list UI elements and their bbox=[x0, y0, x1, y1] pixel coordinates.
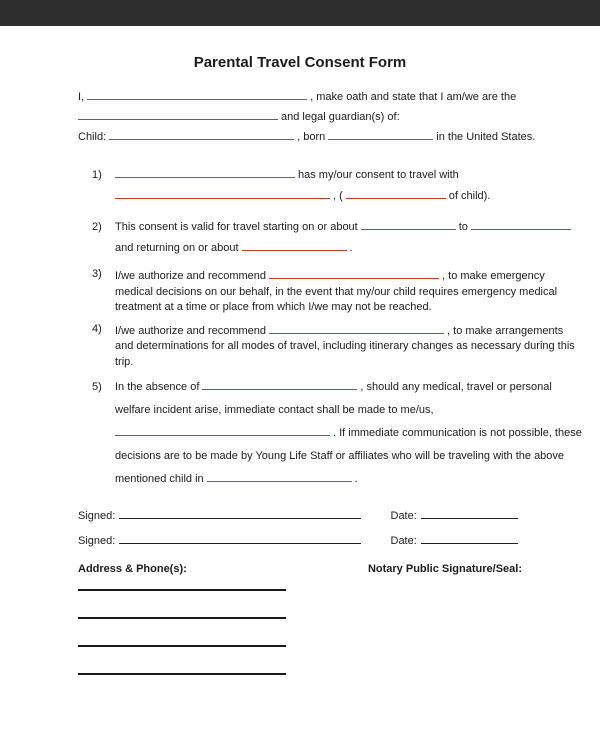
blank-medical-decision-maker bbox=[269, 267, 439, 279]
text-segment: Child: bbox=[78, 131, 107, 143]
blank-child-name bbox=[109, 128, 294, 140]
text-segment: mentioned child in bbox=[115, 473, 204, 485]
footer-headings bbox=[78, 563, 522, 575]
blank-travel-decision-maker bbox=[269, 322, 444, 334]
text-segment: , to make arrangements bbox=[447, 324, 564, 337]
blank-travel-companion bbox=[115, 187, 330, 199]
text-segment: and returning on or about bbox=[115, 242, 239, 254]
date-label: Date: bbox=[390, 510, 417, 522]
blank-return-date bbox=[242, 239, 347, 251]
text-segment: , to make emergency bbox=[442, 270, 545, 282]
item-2-line-2 bbox=[115, 238, 574, 259]
item-text bbox=[115, 165, 522, 207]
address-line-2 bbox=[78, 617, 286, 619]
intro-paragraph bbox=[78, 87, 536, 147]
item-4 bbox=[78, 322, 575, 371]
text-segment: In the absence of bbox=[115, 381, 200, 393]
signature-section bbox=[78, 507, 522, 547]
item-1-line-2 bbox=[115, 186, 522, 207]
signed-label: Signed: bbox=[78, 510, 116, 522]
item-text bbox=[115, 322, 575, 371]
item-4-line-2: and determinations for all modes of travel, including itinerary changes as necessary during this bbox=[115, 340, 575, 352]
signature-line-1 bbox=[119, 507, 360, 519]
text-segment: , born bbox=[297, 131, 326, 143]
text-segment: . If immediate communication is not possible, these bbox=[333, 427, 582, 439]
item-5-line-3 bbox=[115, 422, 582, 445]
top-bar bbox=[0, 0, 600, 26]
item-4-line-1 bbox=[115, 322, 575, 340]
item-5-line-1 bbox=[115, 376, 582, 399]
item-5 bbox=[78, 376, 582, 491]
intro-line-2 bbox=[78, 107, 522, 127]
item-5-line-4: decisions are to be made by Young Life Staff or affiliates who will be traveling with the above bbox=[115, 450, 565, 462]
text-segment: This consent is valid for travel starting on or about bbox=[115, 221, 358, 233]
blank-child-traveler bbox=[115, 166, 295, 178]
blank-end-date bbox=[471, 218, 571, 230]
signature-line-2 bbox=[119, 532, 360, 544]
item-2-line-1 bbox=[115, 217, 574, 238]
text-segment: I, bbox=[78, 91, 85, 103]
text-segment: has my/our consent to travel with bbox=[298, 169, 459, 181]
blank-affiant-name bbox=[87, 88, 307, 100]
text-segment: and legal guardian(s) of: bbox=[281, 111, 400, 123]
text-segment: , make oath and state that I am/we are the bbox=[310, 91, 517, 103]
text-segment: to bbox=[458, 221, 468, 233]
text-segment: , ( bbox=[333, 190, 343, 202]
blank-contact-info bbox=[115, 424, 330, 436]
item-text bbox=[115, 267, 557, 316]
text-segment: in the United States. bbox=[436, 131, 536, 143]
item-3-line-1 bbox=[115, 267, 557, 285]
item-1 bbox=[78, 165, 522, 207]
item-number: 5) bbox=[92, 381, 102, 393]
item-text bbox=[115, 217, 574, 259]
text-segment: . bbox=[349, 242, 353, 254]
form-content bbox=[0, 26, 600, 675]
item-3 bbox=[78, 267, 558, 316]
item-3-line-3: treatment at a time or place from which I/we may not be reached. bbox=[115, 301, 432, 313]
text-segment: , should any medical, travel or personal bbox=[360, 381, 552, 393]
blank-start-date bbox=[361, 218, 456, 230]
item-text bbox=[115, 376, 582, 491]
item-5-line-2: welfare incident arise, immediate contact shall be made to me/us, bbox=[115, 404, 434, 416]
address-line-3 bbox=[78, 645, 286, 647]
blank-relationship bbox=[78, 108, 278, 120]
intro-line-1 bbox=[78, 87, 522, 107]
address-line-4 bbox=[78, 673, 286, 675]
address-line-1 bbox=[78, 589, 286, 591]
form-title: Parental Travel Consent Form bbox=[193, 54, 407, 71]
address-lines bbox=[78, 589, 522, 675]
date-line-1 bbox=[421, 507, 518, 519]
blank-birth-date bbox=[328, 128, 433, 140]
blank-destination bbox=[207, 470, 352, 482]
item-number: 2) bbox=[92, 221, 102, 233]
signature-row-1 bbox=[78, 507, 522, 522]
item-5-line-5 bbox=[115, 468, 582, 491]
text-segment: I/we authorize and recommend bbox=[115, 324, 267, 337]
signature-row-2 bbox=[78, 532, 522, 547]
text-segment: of child). bbox=[448, 190, 491, 202]
text-segment: . bbox=[354, 473, 358, 485]
item-3-line-2: medical decisions on our behalf, in the event that my/our child requires emergency medical bbox=[115, 285, 558, 298]
notary-label: Notary Public Signature/Seal: bbox=[367, 563, 522, 575]
item-number: 1) bbox=[92, 169, 102, 181]
blank-absent-person bbox=[202, 378, 357, 390]
intro-line-3 bbox=[78, 127, 536, 147]
date-label: Date: bbox=[390, 535, 417, 547]
date-line-2 bbox=[421, 532, 518, 544]
item-number: 4) bbox=[92, 322, 102, 335]
item-number: 3) bbox=[92, 268, 102, 280]
text-segment: I/we authorize and recommend bbox=[115, 270, 267, 282]
item-4-line-3: trip. bbox=[115, 355, 134, 368]
item-1-line-1 bbox=[115, 165, 522, 186]
address-phone-label: Address & Phone(s): bbox=[78, 563, 187, 575]
blank-companion-relationship bbox=[346, 187, 446, 199]
item-2 bbox=[78, 217, 522, 259]
signed-label: Signed: bbox=[78, 535, 116, 547]
